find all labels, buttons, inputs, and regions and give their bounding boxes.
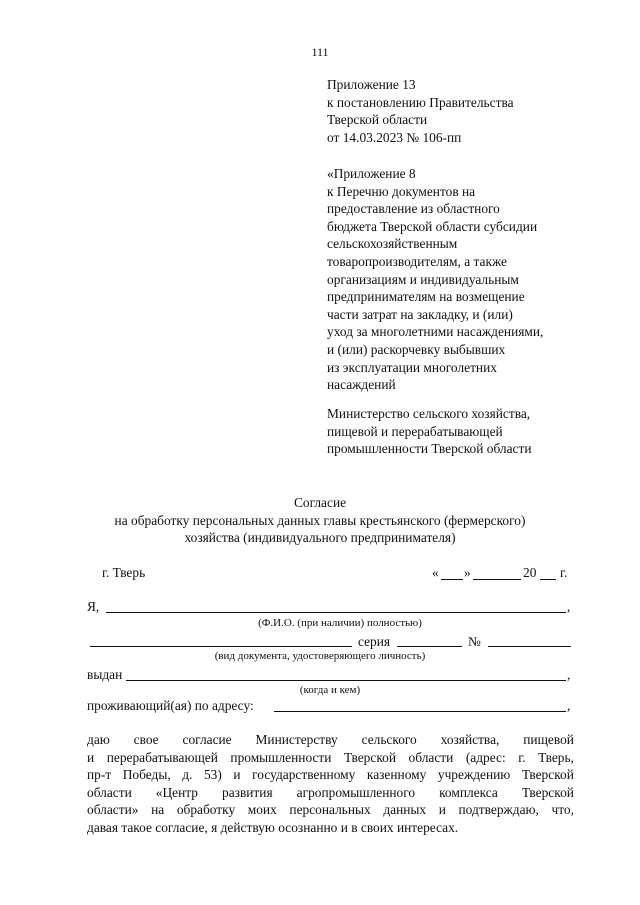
consent-word: Тверской (521, 767, 574, 783)
consent-word: перерабатывающей (106, 749, 218, 765)
date-close-quote: » (464, 565, 471, 580)
issued-hint: (когда и кем) (299, 684, 361, 696)
consent-word: согласие (182, 732, 232, 747)
appendix-8-line: и (или) раскорчевку выбывших (327, 341, 506, 357)
date-year-suffix: г. (560, 565, 568, 580)
consent-word: на (151, 802, 165, 818)
issued-blank[interactable] (126, 680, 566, 681)
appendix-8-line: бюджета Тверской области субсидии (327, 218, 538, 234)
recipient-line: промышленности Тверской области (327, 441, 532, 457)
date-month-blank[interactable] (473, 579, 521, 580)
recipient-line: Министерство сельского хозяйства, (327, 406, 531, 421)
consent-word: комплекса (439, 784, 498, 800)
consent-word: и (438, 802, 446, 818)
appendix-13-block (327, 76, 514, 146)
consent-word: г. (518, 749, 526, 765)
address-label: проживающий(ая) по адресу: (87, 698, 254, 713)
consent-word: казенному (366, 767, 427, 783)
consent-line (87, 801, 574, 819)
consent-line (87, 731, 574, 749)
consent-word: «Центр (155, 784, 198, 800)
consent-word: обработку (176, 802, 236, 818)
consent-word: развития (222, 784, 273, 800)
consent-word: области» (87, 802, 139, 818)
consent-word: что, (551, 802, 574, 818)
appendix-8-line: организациям и индивидуальным (327, 271, 519, 287)
page-number: 111 (311, 45, 329, 59)
appendix-8-line: предоставление из областного (327, 201, 500, 217)
place-label: г. Тверь (102, 565, 146, 580)
consent-word: данных (383, 802, 427, 818)
date-open-quote: « (432, 565, 439, 580)
consent-word: Тверь, (538, 749, 574, 765)
full-name-blank[interactable] (106, 612, 566, 613)
appendix-8-line: уход за многолетними насаждениями, (327, 324, 544, 340)
consent-word: д. (182, 767, 193, 783)
issued-comma: , (567, 667, 571, 682)
consent-line (87, 784, 574, 802)
consent-word: пищевой (523, 732, 574, 747)
title-line: Согласие (293, 495, 347, 510)
consent-line (87, 749, 574, 767)
consent-justified-lines (87, 731, 574, 819)
id-document-hint: (вид документа, удостоверяющего личность) (214, 650, 426, 662)
consent-word: (адрес: (465, 749, 506, 765)
appendix-13-line: Приложение 13 (327, 77, 416, 92)
appendix-8-line: из эксплуатации многолетних (327, 359, 497, 375)
date-year-prefix: 20 (523, 565, 537, 580)
appendix-8-line: к Перечню документов на (327, 183, 476, 199)
appendix-13-line: от 14.03.2023 № 106-пп (327, 129, 462, 145)
document-title (0, 494, 640, 547)
consent-word: Победы, (122, 767, 171, 783)
date-field (432, 564, 572, 582)
title-line: на обработку персональных данных главы крестьянского (фермерского) (114, 512, 526, 528)
full-name-comma: , (567, 599, 571, 614)
consent-word: Министерству (255, 732, 338, 747)
appendix-8-line: товаропроизводителям, а также (327, 253, 507, 269)
consent-word: области (87, 784, 132, 800)
appendix-8-line: предпринимателям на возмещение (327, 289, 525, 305)
appendix-8-line: насаждений (327, 377, 396, 393)
series-label: серия (358, 634, 391, 649)
appendix-8-line: части затрат на закладку, и (или) (327, 306, 513, 322)
consent-word: персональных (289, 802, 371, 818)
consent-line (87, 766, 574, 784)
consent-last-line: давая такое согласие, я действую осознанно и в своих интересах. (87, 819, 459, 835)
consent-word: области (408, 749, 454, 765)
consent-word: государственному (252, 767, 356, 783)
consent-word: и (87, 749, 95, 765)
id-document-blank[interactable] (90, 646, 352, 647)
consent-word: 53) (203, 767, 222, 783)
appendix-8-line: «Приложение 8 (327, 166, 416, 181)
consent-word: пр-т (87, 767, 112, 783)
recipient-line: пищевой и перерабатывающей (327, 423, 503, 439)
appendix-13-line: Тверской области (327, 112, 428, 128)
title-line: хозяйства (индивидуального предпринимателя) (184, 530, 456, 546)
consent-word: и (233, 767, 241, 783)
appendix-8-line: сельскохозяйственным (327, 236, 458, 252)
appendix-8-block (327, 165, 543, 394)
consent-word: Тверской (521, 784, 574, 800)
ya-label: Я, (87, 599, 100, 614)
consent-word: хозяйства, (440, 732, 500, 747)
consent-word: даю (87, 732, 110, 747)
series-blank[interactable] (397, 646, 462, 647)
consent-text (87, 731, 574, 837)
address-blank[interactable] (274, 711, 566, 712)
date-year-blank[interactable] (540, 579, 556, 580)
number-label: № (468, 634, 481, 649)
consent-word: моих (247, 802, 277, 818)
date-day-blank[interactable] (441, 579, 463, 580)
consent-word: учреждению (437, 767, 511, 783)
consent-word: Тверской (343, 749, 397, 765)
address-comma: , (567, 698, 571, 713)
recipient-block (327, 405, 532, 458)
issued-label: выдан (87, 667, 123, 682)
consent-word: подтверждаю, (458, 802, 539, 818)
consent-word: агропромышленного (296, 784, 416, 800)
full-name-hint: (Ф.И.О. (при наличии) полностью) (258, 617, 422, 629)
appendix-13-line: к постановлению Правительства (327, 94, 514, 110)
number-blank[interactable] (488, 646, 571, 647)
consent-word: промышленности (230, 749, 332, 765)
consent-word: свое (133, 732, 159, 747)
consent-word: сельского (361, 732, 417, 747)
